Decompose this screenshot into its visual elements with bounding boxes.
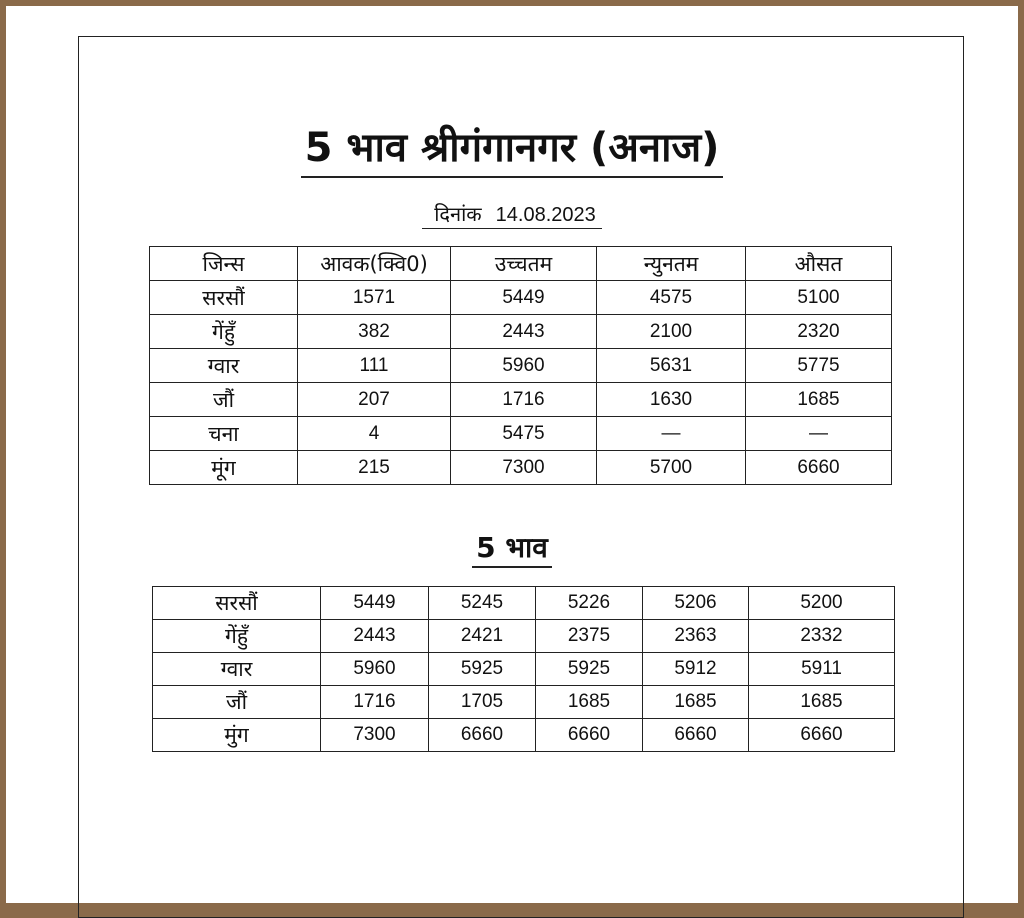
table-row (153, 686, 895, 719)
commodity-cell: मुंग (153, 719, 321, 752)
average-cell: 5775 (746, 349, 892, 383)
table-row (150, 383, 892, 417)
commodity-cell: जौं (153, 686, 321, 719)
table-row (150, 349, 892, 383)
average-cell: 5100 (746, 281, 892, 315)
table-row (153, 719, 895, 752)
commodity-cell: गेंहुँ (153, 620, 321, 653)
rate-cell: 5960 (321, 653, 429, 686)
paper-sheet (6, 6, 1018, 903)
date-underline (422, 202, 602, 229)
arrival-cell: 4 (298, 417, 451, 451)
table-row (150, 281, 892, 315)
highest-cell: 2443 (451, 315, 597, 349)
lowest-cell: 2100 (597, 315, 746, 349)
rate-cell: 5200 (749, 587, 895, 620)
rate-cell: 5206 (643, 587, 749, 620)
section-title: 5 भाव (472, 531, 552, 568)
highest-cell: 7300 (451, 451, 597, 485)
header-highest: उच्चतम (451, 247, 597, 281)
rate-cell: 7300 (321, 719, 429, 752)
highest-cell: 5960 (451, 349, 597, 383)
rate-cell: 5925 (536, 653, 643, 686)
commodity-cell: चना (150, 417, 298, 451)
lowest-cell: 4575 (597, 281, 746, 315)
price-table (149, 246, 892, 485)
rate-cell: 5245 (429, 587, 536, 620)
commodity-cell: सरसौं (150, 281, 298, 315)
highest-cell: 1716 (451, 383, 597, 417)
rate-cell: 2363 (643, 620, 749, 653)
lowest-cell: 1630 (597, 383, 746, 417)
rate-cell: 1685 (643, 686, 749, 719)
commodity-cell: जौं (150, 383, 298, 417)
rate-cell: 1716 (321, 686, 429, 719)
five-rates-table (152, 586, 895, 752)
rate-cell: 5925 (429, 653, 536, 686)
table-row (150, 315, 892, 349)
table-header-row (150, 247, 892, 281)
arrival-cell: 111 (298, 349, 451, 383)
header-average: औसत (746, 247, 892, 281)
average-cell: 1685 (746, 383, 892, 417)
section-title-block (6, 528, 1018, 566)
table-row (150, 451, 892, 485)
highest-cell: 5449 (451, 281, 597, 315)
commodity-cell: गेंहुँ (150, 315, 298, 349)
average-cell: 6660 (746, 451, 892, 485)
rate-cell: 2443 (321, 620, 429, 653)
title-block (6, 124, 1018, 178)
lowest-cell: 5700 (597, 451, 746, 485)
header-arrival: आवक(क्वि0) (298, 247, 451, 281)
average-cell: — (746, 417, 892, 451)
rate-cell: 5912 (643, 653, 749, 686)
header-commodity: जिन्स (150, 247, 298, 281)
rate-cell: 1705 (429, 686, 536, 719)
rate-cell: 1685 (749, 686, 895, 719)
rate-cell: 5449 (321, 587, 429, 620)
commodity-cell: सरसौं (153, 587, 321, 620)
average-cell: 2320 (746, 315, 892, 349)
rate-cell: 6660 (536, 719, 643, 752)
rate-cell: 5226 (536, 587, 643, 620)
header-lowest: न्युनतम (597, 247, 746, 281)
table-row (153, 620, 895, 653)
highest-cell: 5475 (451, 417, 597, 451)
arrival-cell: 215 (298, 451, 451, 485)
rate-cell: 2421 (429, 620, 536, 653)
date-label: दिनांक (428, 202, 487, 229)
table-row (150, 417, 892, 451)
arrival-cell: 382 (298, 315, 451, 349)
rate-cell: 5911 (749, 653, 895, 686)
date-value: 14.08.2023 (495, 204, 596, 226)
table-row (153, 653, 895, 686)
page-title: 5 भाव श्रीगंगानगर (अनाज) (301, 124, 724, 178)
date-line (6, 200, 1018, 227)
lowest-cell: — (597, 417, 746, 451)
commodity-cell: मूंग (150, 451, 298, 485)
commodity-cell: ग्वार (150, 349, 298, 383)
commodity-cell: ग्वार (153, 653, 321, 686)
rate-cell: 1685 (536, 686, 643, 719)
rate-cell: 6660 (429, 719, 536, 752)
lowest-cell: 5631 (597, 349, 746, 383)
rate-cell: 2375 (536, 620, 643, 653)
table-row (153, 587, 895, 620)
arrival-cell: 1571 (298, 281, 451, 315)
arrival-cell: 207 (298, 383, 451, 417)
rate-cell: 6660 (749, 719, 895, 752)
rate-cell: 6660 (643, 719, 749, 752)
rate-cell: 2332 (749, 620, 895, 653)
